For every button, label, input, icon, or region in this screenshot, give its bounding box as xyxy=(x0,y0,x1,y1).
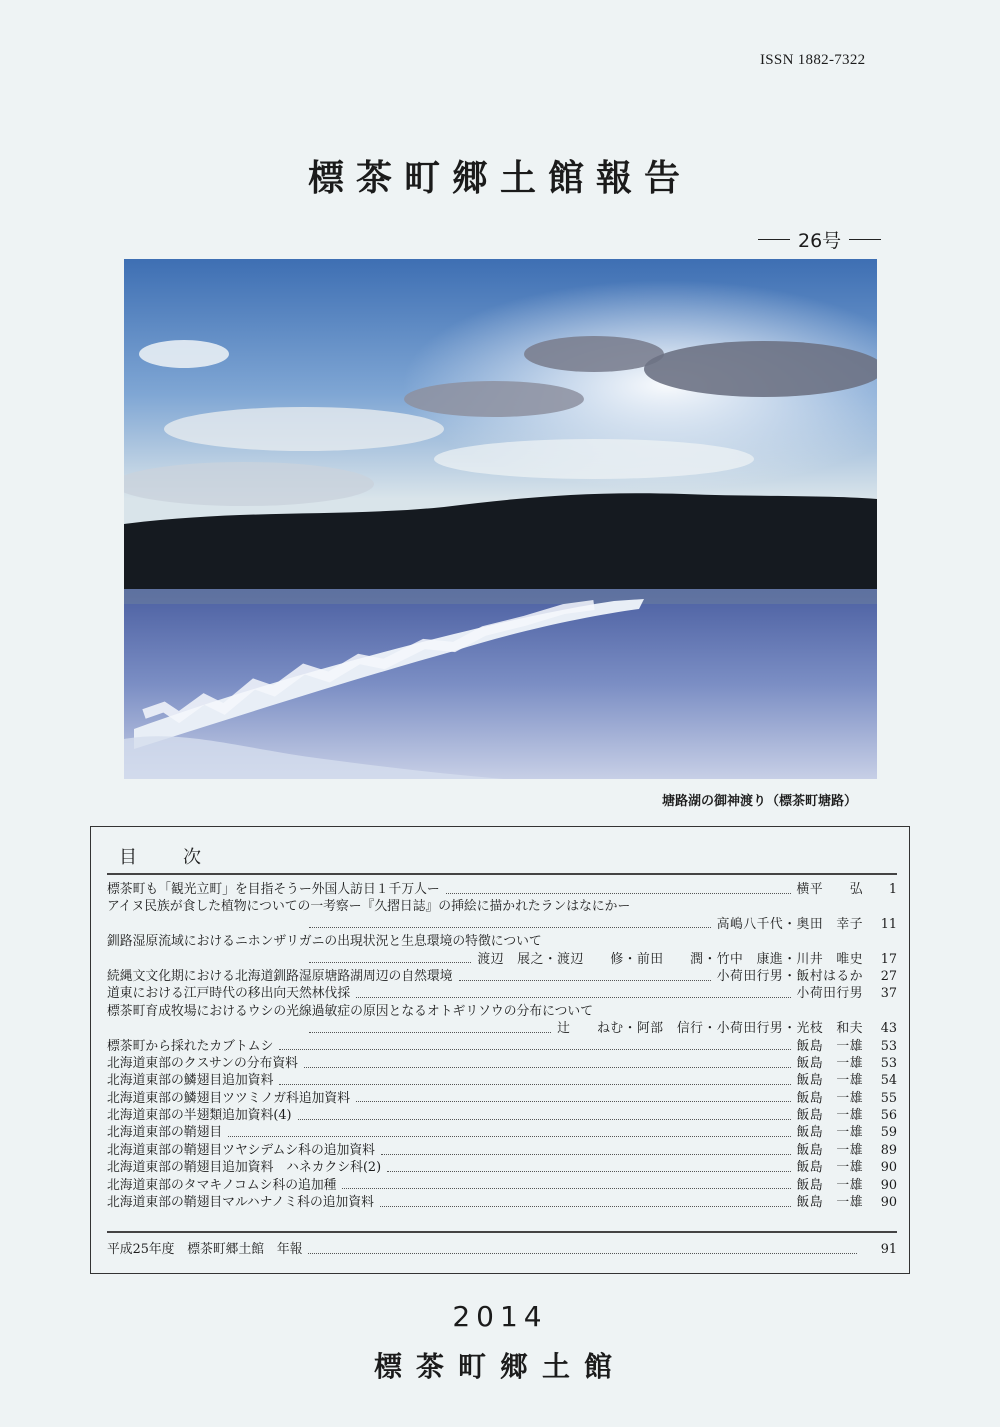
toc-entry-title: 続縄文文化期における北海道釧路湿原塘路湖周辺の自然環境 xyxy=(107,968,453,984)
toc-entry-author: 飯島 一雄 xyxy=(796,1195,863,1211)
toc-entry-row xyxy=(107,881,897,898)
toc-entry-page: 89 xyxy=(880,1142,897,1158)
toc-annual-page: 91 xyxy=(880,1242,897,1257)
toc-entry-title: 北海道東部の鞘翅目ツヤシデムシ科の追加資料 xyxy=(107,1142,375,1158)
toc-entry-title: 北海道東部の鱗翅目ツツミノガ科追加資料 xyxy=(107,1090,351,1106)
toc-entry-page: 90 xyxy=(880,1195,897,1211)
toc-entry-title: 標茶町も「観光立町」を目指そうー外国人訪日１千万人ー xyxy=(107,882,440,897)
issue-dash-right xyxy=(849,239,881,241)
toc-entry-author: 横平 弘 xyxy=(796,882,863,897)
toc-entry-page: 53 xyxy=(880,1038,897,1054)
toc-annual-section xyxy=(107,1241,897,1258)
toc-entry-row xyxy=(107,1142,897,1159)
toc-entry-title: 北海道東部の鞘翅目マルハナノミ科の追加資料 xyxy=(107,1195,374,1211)
toc-entry-author: 飯島 一雄 xyxy=(796,1090,863,1106)
toc-entries xyxy=(107,881,897,1211)
leader-dots xyxy=(309,926,711,928)
leader-dots xyxy=(298,1118,791,1120)
toc-entry-author: 渡辺 展之・渡辺 修・前田 潤・竹中 康進・川井 唯史 xyxy=(477,951,863,967)
toc-entry-row xyxy=(107,968,897,985)
toc-entry-page: 54 xyxy=(880,1073,897,1089)
cover-photo xyxy=(124,259,877,779)
leader-dots xyxy=(342,1187,790,1189)
leader-dots xyxy=(228,1135,790,1137)
toc-entry-page: 56 xyxy=(880,1108,897,1124)
leader-dots xyxy=(309,1031,551,1033)
leader-dots xyxy=(279,1083,790,1085)
toc-entry-title: 標茶町育成牧場におけるウシの光線過敏症の原因となるオトギリソウの分布について xyxy=(107,1003,594,1019)
toc-entry-row xyxy=(107,898,897,915)
toc-entry-row xyxy=(107,985,897,1002)
toc-annual-title: 平成25年度 標茶町郷土館 年報 xyxy=(107,1242,303,1257)
toc-entry-row xyxy=(107,916,897,933)
toc-entry-title: 道東における江戸時代の移出向天然林伐採 xyxy=(107,986,351,1002)
journal-title: 標茶町郷土館報告 xyxy=(307,157,692,199)
toc-entry-author: 飯島 一雄 xyxy=(796,1142,863,1158)
leader-dots xyxy=(308,1252,857,1254)
photo-caption: 塘路湖の御神渡り（標茶町塘路） xyxy=(662,794,858,809)
toc-entry-row xyxy=(107,1194,897,1211)
leader-dots xyxy=(304,1066,791,1068)
leader-dots xyxy=(309,961,471,963)
toc-entry-title: 北海道東部の鞘翅目 xyxy=(107,1125,223,1141)
toc-entry-author: 飯島 一雄 xyxy=(796,1073,863,1089)
toc-entry-row xyxy=(107,1020,897,1037)
toc-entry-author: 高嶋八千代・奥田 幸子 xyxy=(716,916,863,932)
toc-entry-author: 飯島 一雄 xyxy=(796,1177,863,1193)
toc-entry-page: 43 xyxy=(880,1021,897,1037)
toc-entry-row xyxy=(107,1177,897,1194)
toc-entry-author: 飯島 一雄 xyxy=(796,1160,863,1176)
toc-entry-page: 53 xyxy=(880,1055,897,1071)
toc-entry-title: 北海道東部のクスサンの分布資料 xyxy=(107,1055,298,1071)
toc-entry-title: 北海道東部の鞘翅目追加資料 ハネカクシ科(2) xyxy=(107,1160,382,1176)
toc-entry-author: 小荷田行男・飯村はるか xyxy=(716,968,863,984)
toc-entry-title: 北海道東部のタマキノコムシ科の追加種 xyxy=(107,1177,337,1193)
toc-entry-page: 59 xyxy=(880,1125,897,1141)
toc-entry-title: 標茶町から採れたカブトムシ xyxy=(107,1038,274,1054)
toc-entry-title: 北海道東部の半翅類追加資料(4) xyxy=(107,1108,292,1124)
toc-entry-author: 小荷田行男 xyxy=(796,986,863,1002)
leader-dots xyxy=(381,1153,791,1155)
toc-entry-row xyxy=(107,1003,897,1020)
publisher-name: 標茶町郷土館 xyxy=(373,1350,626,1383)
publication-year: 2014 xyxy=(452,1300,548,1333)
leader-dots xyxy=(459,979,711,981)
toc-entry-title: 釧路湿原流域におけるニホンザリガニの出現状況と生息環境の特徴について xyxy=(107,934,542,950)
leader-dots xyxy=(356,1100,791,1102)
toc-heading: 目 次 xyxy=(119,847,215,868)
toc-bottom-rule xyxy=(107,1231,897,1233)
toc-entry-row xyxy=(107,1090,897,1107)
toc-entry-author: 辻 ねむ・阿部 信行・小荷田行男・光枝 和夫 xyxy=(557,1021,863,1037)
leader-dots xyxy=(380,1205,791,1207)
toc-entry-row xyxy=(107,1159,897,1176)
issn-number: ISSN 1882-7322 xyxy=(760,52,866,68)
toc-entry-row xyxy=(107,1038,897,1055)
leader-dots xyxy=(279,1048,790,1050)
toc-entry-row xyxy=(107,1124,897,1141)
table-of-contents xyxy=(90,826,910,1274)
toc-entry-page: 90 xyxy=(880,1160,897,1176)
toc-entry-author: 飯島 一雄 xyxy=(796,1108,863,1124)
toc-annual-row xyxy=(107,1241,897,1258)
toc-entry-author: 飯島 一雄 xyxy=(796,1055,863,1071)
toc-entry-page: 17 xyxy=(880,951,897,967)
toc-entry-row xyxy=(107,1072,897,1089)
toc-entry-author: 飯島 一雄 xyxy=(796,1038,863,1054)
toc-entry-row xyxy=(107,1055,897,1072)
leader-dots xyxy=(446,892,791,894)
toc-entry-page: 90 xyxy=(880,1177,897,1193)
issue-dash-left xyxy=(758,239,790,241)
toc-entry-row xyxy=(107,1107,897,1124)
issue-label: 26号 xyxy=(798,230,842,252)
toc-entry-page: 11 xyxy=(880,916,897,932)
toc-entry-row xyxy=(107,951,897,968)
toc-entry-row xyxy=(107,933,897,950)
lake-landscape-illustration xyxy=(124,259,877,779)
toc-entry-page: 27 xyxy=(880,968,897,984)
toc-entry-page: 1 xyxy=(888,882,897,897)
toc-entry-author: 飯島 一雄 xyxy=(796,1125,863,1141)
leader-dots xyxy=(356,996,790,998)
toc-entry-title: アイヌ民族が食した植物についての一考察ー『久摺日誌』の挿絵に描かれたランはなにかー xyxy=(107,899,631,915)
leader-dots xyxy=(387,1170,790,1172)
toc-entry-page: 55 xyxy=(880,1090,897,1106)
issue-number xyxy=(758,226,881,253)
toc-entry-page: 37 xyxy=(880,986,897,1002)
toc-entry-title: 北海道東部の鱗翅目追加資料 xyxy=(107,1073,274,1089)
toc-heading-rule xyxy=(107,873,897,875)
